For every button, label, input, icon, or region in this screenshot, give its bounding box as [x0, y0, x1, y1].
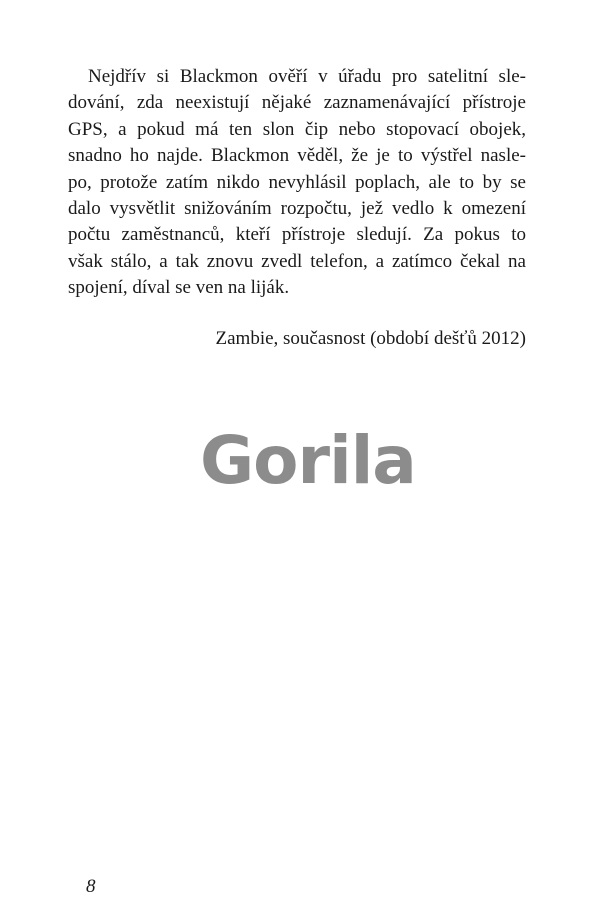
paragraph-line: GPS, a pokud má ten slon čip nebo stopovací obojek,	[68, 118, 526, 140]
gorila-watermark-logo: Gorila	[200, 422, 416, 499]
paragraph-line: však stálo, a tak znovu zvedl telefon, a zatímco čekal na	[68, 250, 526, 272]
paragraph-line: Nejdřív si Blackmon ověří v úřadu pro satelitní sle-	[88, 66, 526, 87]
paragraph-line: snadno ho najde. Blackmon věděl, že je to výstřel nasle-	[68, 145, 526, 167]
page-number: 8	[86, 876, 96, 897]
location-byline: Zambie, současnost (období dešťů 2012)	[215, 328, 526, 349]
paragraph-line: po, protože zatím nikdo nevyhlásil poplach, ale to by se	[68, 171, 526, 193]
paragraph-line: počtu zaměstnanců, kteří přístroje sledují. Za pokus to	[68, 224, 526, 246]
paragraph-line: dalo vysvětlit snižováním rozpočtu, jež vedlo k omezení	[68, 197, 526, 219]
body-paragraph	[68, 64, 526, 302]
paragraph-line: dování, zda neexistují nějaké zaznamenávající přístroje	[68, 92, 526, 114]
paragraph-line: spojení, díval se ven na liják.	[68, 277, 290, 299]
